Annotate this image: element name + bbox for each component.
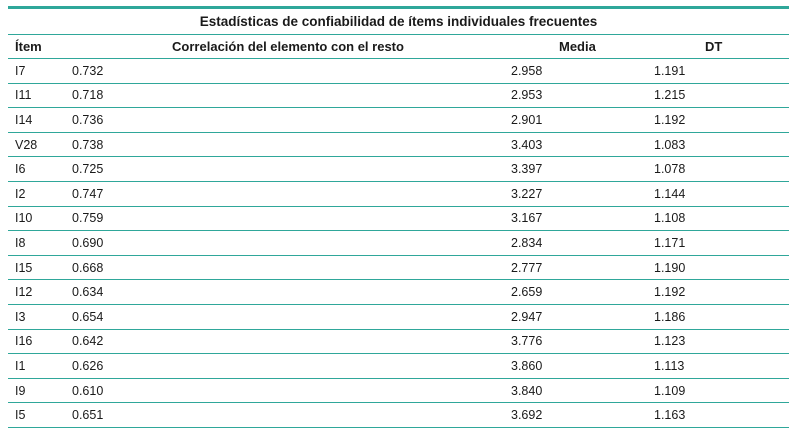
table-row (8, 280, 789, 305)
cell-item: I12 (15, 285, 33, 300)
cell-dt: 1.215 (654, 88, 686, 103)
cell-dt: 1.192 (654, 285, 686, 300)
cell-correlation: 0.626 (72, 358, 104, 373)
cell-media: 2.947 (511, 309, 543, 324)
cell-media: 2.834 (511, 235, 543, 250)
table-row (8, 231, 789, 256)
cell-item: V28 (15, 137, 38, 152)
cell-item: I7 (15, 63, 26, 78)
cell-item: I8 (15, 235, 26, 250)
header-media: Media (559, 39, 596, 54)
cell-correlation: 0.642 (72, 334, 104, 349)
cell-media: 2.777 (511, 260, 543, 275)
cell-dt: 1.163 (654, 408, 686, 423)
cell-correlation: 0.610 (72, 383, 104, 398)
table-row (8, 354, 789, 379)
header-correlation: Correlación del elemento con el resto (172, 39, 404, 54)
cell-dt: 1.109 (654, 383, 686, 398)
table-row (8, 330, 789, 355)
cell-media: 2.659 (511, 285, 543, 300)
cell-dt: 1.186 (654, 309, 686, 324)
table-row (8, 207, 789, 232)
cell-item: I11 (15, 88, 32, 103)
cell-correlation: 0.634 (72, 285, 104, 300)
table-row (8, 59, 789, 84)
cell-dt: 1.190 (654, 260, 686, 275)
table-row (8, 256, 789, 281)
cell-correlation: 0.725 (72, 162, 104, 177)
cell-item: I6 (15, 162, 26, 177)
cell-media: 3.403 (511, 137, 543, 152)
cell-correlation: 0.738 (72, 137, 104, 152)
cell-item: I5 (15, 408, 26, 423)
cell-dt: 1.123 (654, 334, 686, 349)
cell-media: 2.901 (511, 112, 543, 127)
cell-dt: 1.108 (654, 211, 686, 226)
table-row (8, 305, 789, 330)
table-row (8, 379, 789, 404)
cell-media: 3.227 (511, 186, 543, 201)
cell-media: 3.692 (511, 408, 543, 423)
cell-dt: 1.144 (654, 186, 686, 201)
cell-correlation: 0.736 (72, 112, 104, 127)
table-row (8, 182, 789, 207)
cell-item: I16 (15, 334, 33, 349)
cell-media: 3.776 (511, 334, 543, 349)
cell-correlation: 0.732 (72, 63, 104, 78)
table-row (8, 157, 789, 182)
cell-dt: 1.078 (654, 162, 686, 177)
table-title: Estadísticas de confiabilidad de ítems individuales frecuentes (8, 9, 789, 35)
cell-correlation: 0.718 (72, 88, 104, 103)
cell-dt: 1.171 (654, 235, 686, 250)
cell-item: I3 (15, 309, 26, 324)
cell-item: I10 (15, 211, 33, 226)
table-row (8, 403, 789, 428)
table-row (8, 108, 789, 133)
cell-media: 3.167 (511, 211, 543, 226)
table-row (8, 84, 789, 109)
cell-correlation: 0.747 (72, 186, 104, 201)
cell-correlation: 0.651 (72, 408, 104, 423)
cell-item: I14 (15, 112, 33, 127)
cell-correlation: 0.654 (72, 309, 104, 324)
reliability-table (8, 6, 789, 428)
header-dt: DT (705, 39, 723, 54)
cell-correlation: 0.690 (72, 235, 104, 250)
table-row (8, 133, 789, 158)
cell-item: I2 (15, 186, 26, 201)
cell-dt: 1.191 (654, 63, 686, 78)
cell-correlation: 0.759 (72, 211, 104, 226)
cell-dt: 1.113 (654, 358, 685, 373)
cell-item: I15 (15, 260, 33, 275)
cell-correlation: 0.668 (72, 260, 104, 275)
table-header-row (8, 35, 789, 59)
cell-media: 3.860 (511, 358, 543, 373)
cell-dt: 1.192 (654, 112, 686, 127)
cell-media: 3.397 (511, 162, 543, 177)
cell-media: 2.953 (511, 88, 543, 103)
cell-media: 2.958 (511, 63, 543, 78)
cell-media: 3.840 (511, 383, 543, 398)
cell-item: I1 (15, 358, 26, 373)
cell-dt: 1.083 (654, 137, 686, 152)
cell-item: I9 (15, 383, 26, 398)
header-item: Ítem (15, 39, 42, 54)
